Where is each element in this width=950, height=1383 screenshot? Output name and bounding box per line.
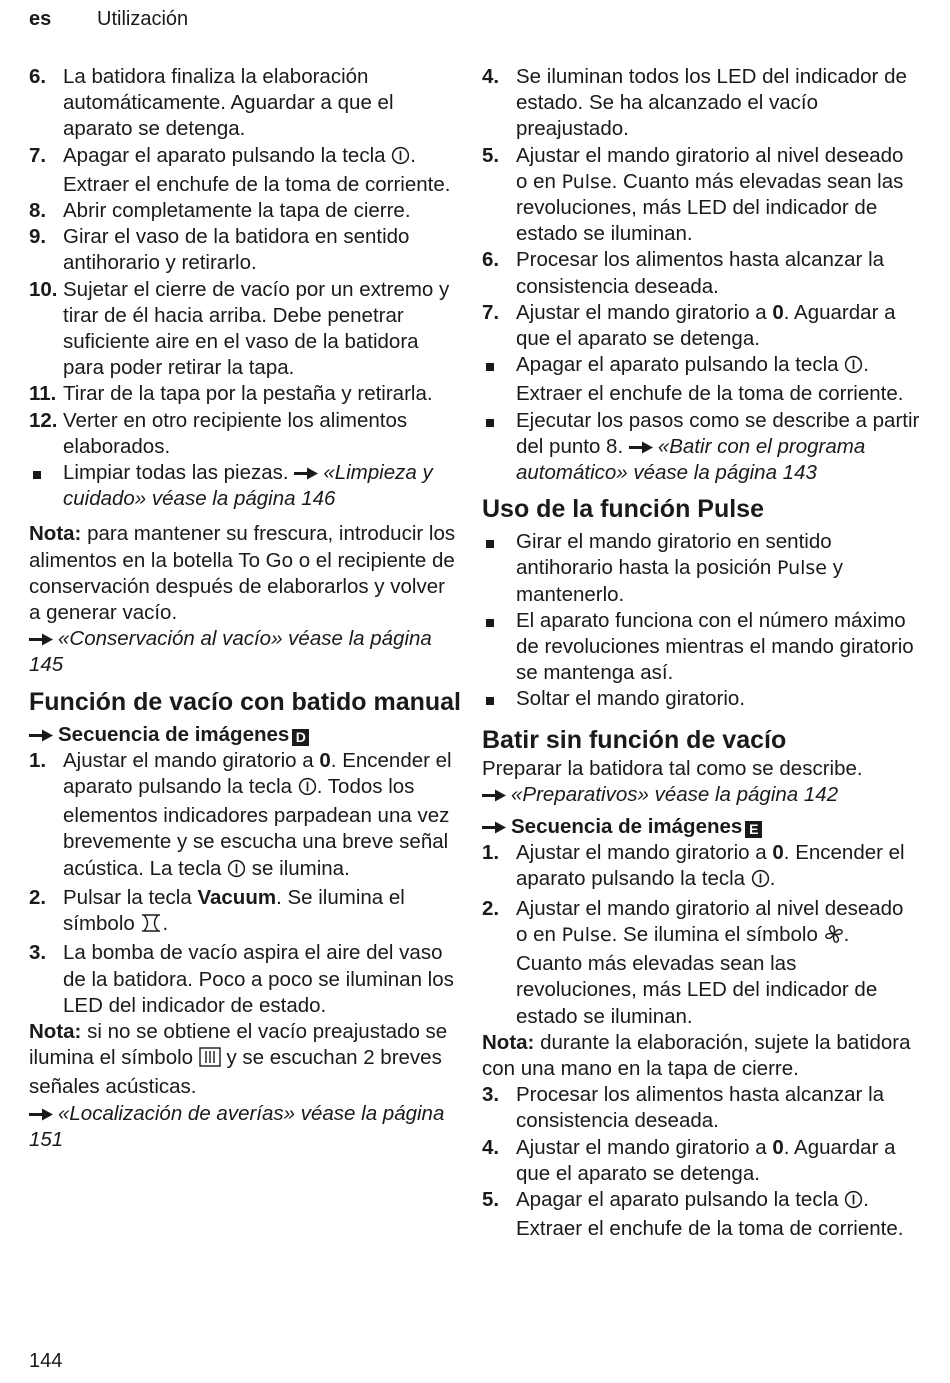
cross-reference-link[interactable]: «Limpieza y cuidado» véase la página 146 <box>63 461 433 511</box>
section-title: Utilización <box>97 8 189 30</box>
step-8: 8. Abrir completamente la tapa de cierre. <box>29 199 411 223</box>
intro-text: Preparar la batidora tal como se describe. <box>482 756 863 780</box>
step-4: 4. Ajustar el mando giratorio a 0. Aguardar a que el aparato se detenga. <box>482 1135 896 1185</box>
step-3: 3. La bomba de vacío aspira el aire del vaso de la batidora. Poco a poco se iluminan los LED del indicador de estado. <box>29 941 454 1017</box>
arrow-right-icon <box>29 1108 53 1121</box>
step-1: 1. Ajustar el mando giratorio a 0. Encender el aparato pulsando la tecla . <box>482 840 920 895</box>
intro-xref <box>482 782 920 808</box>
arrow-right-icon <box>294 467 318 480</box>
image-sequence: Secuencia de imágenes E <box>482 814 920 840</box>
step-9: 9. Girar el vaso de la batidora en sentido antihorario y retirarlo. <box>29 225 410 275</box>
arrow-right-icon <box>482 821 506 834</box>
vacuum-error-icon <box>199 1047 221 1074</box>
cross-reference-link[interactable]: «Preparativos» véase la página 142 <box>511 782 839 806</box>
arrow-right-icon <box>482 789 506 802</box>
language-code: es <box>29 8 52 30</box>
power-key-icon <box>844 1190 863 1216</box>
arrow-right-icon <box>29 633 53 646</box>
step-5: 5. Apagar el aparato pulsando la tecla . Extraer el enchufe de la toma de corriente. <box>482 1187 904 1241</box>
power-key-icon <box>227 859 246 885</box>
bullet-square <box>33 471 41 479</box>
note-xref <box>29 626 461 678</box>
power-key-icon <box>751 869 770 895</box>
left-column <box>29 64 461 1153</box>
power-key-icon <box>844 355 863 381</box>
arrow-right-icon <box>29 729 53 742</box>
bullet-max-speed: El aparato funciona con el número máximo de revoluciones mientras el mando giratorio se mantenga así. <box>482 608 920 687</box>
fan-symbol-icon <box>824 924 844 951</box>
step-6: 6. Procesar los alimentos hasta alcanzar la consistencia deseada. <box>482 248 885 298</box>
bullet-square <box>486 419 494 427</box>
step-7: 7. Apagar el aparato pulsando la tecla . Extraer el enchufe de la toma de corriente. <box>29 143 451 196</box>
note-block: Nota: durante la elaboración, sujete la batidora con una mano en la tapa de cierre. <box>482 1030 911 1080</box>
sequence-letter-badge: D <box>292 729 309 746</box>
bullet-turn-knob: Girar el mando giratorio en sentido antihorario hasta la posición Pulse y mantenerlo. <box>482 529 920 608</box>
bullet-square <box>486 363 494 371</box>
step-2: 2. Pulsar la tecla Vacuum. Se ilumina el símbolo . <box>29 885 461 940</box>
note-xref <box>29 1101 461 1153</box>
power-key-icon <box>391 146 410 172</box>
bullet-clean: Limpiar todas las piezas. «Limpieza y cuidado» véase la página 146 <box>29 460 461 512</box>
page-number: 144 <box>29 1350 63 1372</box>
image-sequence: Secuencia de imágenes D <box>29 722 461 748</box>
power-key-icon <box>298 777 317 803</box>
page-header <box>29 6 189 32</box>
step-2: 2. Ajustar el mando giratorio al nivel deseado o en Pulse. Se ilumina el símbolo . Cuanto más elevadas sean las revoluciones, más LED del indicador de estado se iluminan. <box>482 896 904 1028</box>
bullet-square <box>486 619 494 627</box>
section-heading: Función de vacío con batido manual <box>29 687 461 716</box>
note-block: Nota: para mantener su frescura, introducir los alimentos en la botella To Go o el recipiente de conservación después de elaborarlos y volver a generar vacío. <box>29 522 456 625</box>
bullet-release: Soltar el mando giratorio. <box>482 686 920 712</box>
step-5: 5. Ajustar el mando giratorio al nivel deseado o en Pulse. Cuanto más elevadas sean las revoluciones, más LED del indicador de estado se iluminan. <box>482 143 904 246</box>
note-block: Nota: si no se obtiene el vacío preajustado se ilumina el símbolo y se escuchan 2 breves señales acústicas. <box>29 1019 448 1099</box>
cross-reference-link[interactable]: «Batir con el programa automático» véase la página 143 <box>516 434 866 485</box>
vacuum-symbol-icon <box>140 913 162 940</box>
step-1: 1. Ajustar el mando giratorio a 0. Encender el aparato pulsando la tecla . Todos los elementos indicadores parpadean una vez brevemente y se escucha una breve señal acústica. La tecla se ilumina. <box>29 748 461 885</box>
step-3: 3. Procesar los alimentos hasta alcanzar la consistencia deseada. <box>482 1083 885 1133</box>
arrow-right-icon <box>629 441 653 454</box>
right-column <box>482 64 920 1242</box>
bullet-follow-steps: Ejecutar los pasos como se describe a partir del punto 8. «Batir con el programa automático» véase la página 143 <box>482 408 920 487</box>
step-4: 4. Se iluminan todos los LED del indicador de estado. Se ha alcanzado el vacío preajustado. <box>482 65 907 141</box>
section-heading: Batir sin función de vacío <box>482 725 787 754</box>
step-6: 6. La batidora finaliza la elaboración automáticamente. Aguardar a que el aparato se detenga. <box>29 65 394 141</box>
cross-reference-link[interactable]: «Localización de averías» véase la página 151 <box>29 1101 445 1151</box>
cross-reference-link[interactable]: «Conservación al vacío» véase la página 145 <box>29 627 432 677</box>
bullet-switch-off: Apagar el aparato pulsando la tecla . Extraer el enchufe de la toma de corriente. <box>482 352 920 407</box>
sequence-letter-badge: E <box>745 821 762 838</box>
bullet-square <box>486 540 494 548</box>
step-11: 11. Tirar de la tapa por la pestaña y retirarla. <box>29 382 433 406</box>
step-12: 12. Verter en otro recipiente los alimentos elaborados. <box>29 408 408 458</box>
step-10: 10. Sujetar el cierre de vacío por un extremo y tirar de él hacia arriba. Debe penetrar suficiente aire en el vaso de la batidora para poder retirar la tapa. <box>29 277 450 380</box>
section-heading: Uso de la función Pulse <box>482 495 764 524</box>
bullet-square <box>486 697 494 705</box>
step-7: 7. Ajustar el mando giratorio a 0. Aguardar a que el aparato se detenga. <box>482 300 896 351</box>
